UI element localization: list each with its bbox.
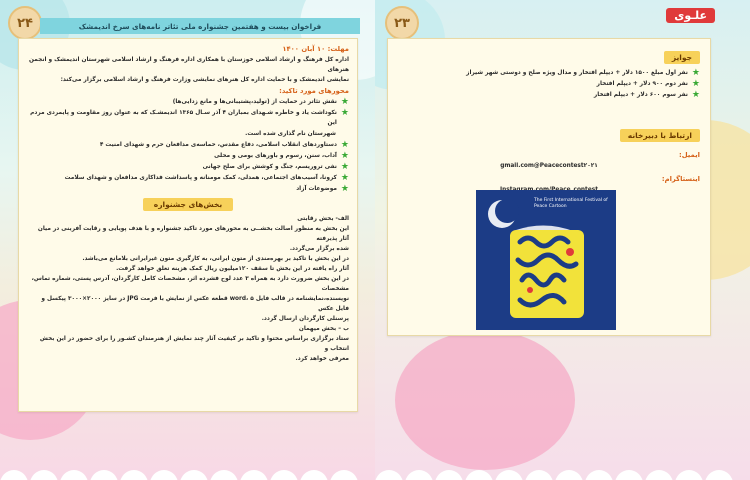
paragraph: این بخش به منظور اصالت بخشــی به محورهای مورد تاکید جشنواره و با هدف پویایی و رقابت آفرینی در میان آثار پذیرفته <box>37 226 349 242</box>
list-item: ★ نفر دوم ۹۰۰ دلار + دیپلم افتخار <box>596 79 700 89</box>
star-icon: ★ <box>340 151 349 161</box>
paragraph: پرسنلی کارگردان ارسال گردد. <box>261 316 349 322</box>
festival-poster <box>476 190 616 330</box>
star-icon: ★ <box>691 90 700 100</box>
deadline-label: مهلت: ۱۰ آبان ۱۴۰۰ <box>282 45 349 53</box>
star-icon: ★ <box>340 184 349 194</box>
contact-title: ارتباط با دبیرخانه <box>620 129 700 142</box>
scallop-border <box>375 460 750 480</box>
list-item: ★ نکوداشت یاد و خاطره شـهدای بمباران ۴ آذر سـال ۱۳۶۵ اندیمشـک که به عنوان روز مقاومت و پایمردی مردم این <box>30 108 349 126</box>
star-icon: ★ <box>340 97 349 107</box>
festival-banner: فراخوان بیست و هفتمین جشنواره ملی تئاتر نامه‌های سرخ اندیمشک <box>40 18 360 34</box>
star-icon: ★ <box>340 162 349 172</box>
paragraph: شده برگزار می‌گردد. <box>289 246 349 252</box>
paragraph: معرفی خواهد کرد. <box>295 356 349 362</box>
paragraph: نویسنده،نمایشنامه در قالب فایل word، ۵ قطعه عکس از نمایش با فرمت JPG در سایز ۲۰۰۰×۳۰۰۰ پیکسل و فایل عکس <box>41 296 349 312</box>
list-item: ★ موضوعات آزاد <box>296 184 349 194</box>
star-icon: ★ <box>691 68 700 78</box>
paragraph: در این بخش ضرورت دارد به همراه ۳ عدد لوح فشرده اثر، مشخصات کامل کارگردان، آدرس پستی، شماره تماس، مشخصات <box>31 276 349 292</box>
list-item: ★ دستاوردهای انقلاب اسلامی، دفاع مقدس، حماسه‌ی مدافعان حرم و شهدای امنیت ۴ <box>99 140 349 150</box>
paragraph: آثار راه یافته در این بخش تا سقف ۱۲۰میلیون ریال کمک هزینه تعلق خواهد گرفت. <box>116 266 349 272</box>
poster-illustration <box>510 230 584 318</box>
scallop-border <box>0 460 375 480</box>
brand-name: علـوی <box>666 8 715 23</box>
axes-title: محورهای مورد تاکید: <box>279 87 349 95</box>
star-icon: ★ <box>340 173 349 183</box>
instagram-label: اینستاگرام: <box>661 175 700 183</box>
prizes-title: جوایز <box>664 51 700 64</box>
intro-line: اداره کل فرهنگ و ارشاد اسلامی خوزستان با همکاری اداره فرهنگ و ارشاد اسلامی شهرستان اندیمشک و انجمن هنرهای <box>29 57 349 73</box>
list-item: ★ نفر سوم ۶۰۰ دلار + دیپلم افتخار <box>593 90 700 100</box>
list-item: ★ نفر اول مبلغ ۱۵۰۰ دلار + دیپلم افتخار و مدال ویژه صلح و دوستی شهر شیراز <box>466 68 700 78</box>
star-icon: ★ <box>340 140 349 150</box>
email-label: ایمیل: <box>679 151 700 159</box>
intro-line: نمایشی اندیمشک و با حمایت اداره کل هنرهای نمایشی وزارت فرهنگ و ارشاد اسلامی برگزار می‌کند: <box>60 77 349 83</box>
paragraph: در این بخش با تاکید بر بهره‌مندی از متون ایرانی، به کارگیری متون غیرایرانی بلامانع می‌باشد. <box>82 256 349 262</box>
poster-lettering-art <box>510 230 584 318</box>
list-item: ★ نفی تروریسم، جنگ و کوشش برای صلح جهانی <box>202 162 349 172</box>
section-a-title: الف- بخش رقابتی <box>297 216 349 222</box>
star-icon: ★ <box>691 79 700 89</box>
sections-title: بخش‌های جشنواره <box>143 198 233 211</box>
section-b-title: ب – بخش میهمان <box>298 326 349 332</box>
list-item: ★ کرونا، آسیب‌های اجتماعی، همدلی، کمک مومنانه و پاسداشت فداکاری مدافعان و شهدای سلامت <box>64 173 349 183</box>
star-icon: ★ <box>340 108 349 118</box>
decor-blob <box>395 330 575 470</box>
left-content-panel <box>18 38 358 412</box>
page-number-right: ۲۳ <box>385 6 419 40</box>
list-item: ★ آداب، سنن، رسوم و باورهای بومی و محلی <box>214 151 349 161</box>
list-item-continuation: شهرستان نام گذاری شده است. <box>245 131 336 137</box>
email-value[interactable]: gmail.com@Peacecontest۲۰۲۱ <box>500 163 598 169</box>
page-number-left: ۲۴ <box>8 6 42 40</box>
list-item: ★ نقش تئاتر در حمایت از (تولید،پشتیبانی‌ها و مانع زدایی‌ها) <box>172 97 349 107</box>
paragraph: ستاد برگزاری براساس محتوا و تاکید بر کیفیت آثار چند نمایش از هنرمندان کشـور را برای حضور در این بخش انتخاب و <box>39 336 349 352</box>
poster-title: The First International Festival of Peace Cartoon <box>534 198 608 209</box>
